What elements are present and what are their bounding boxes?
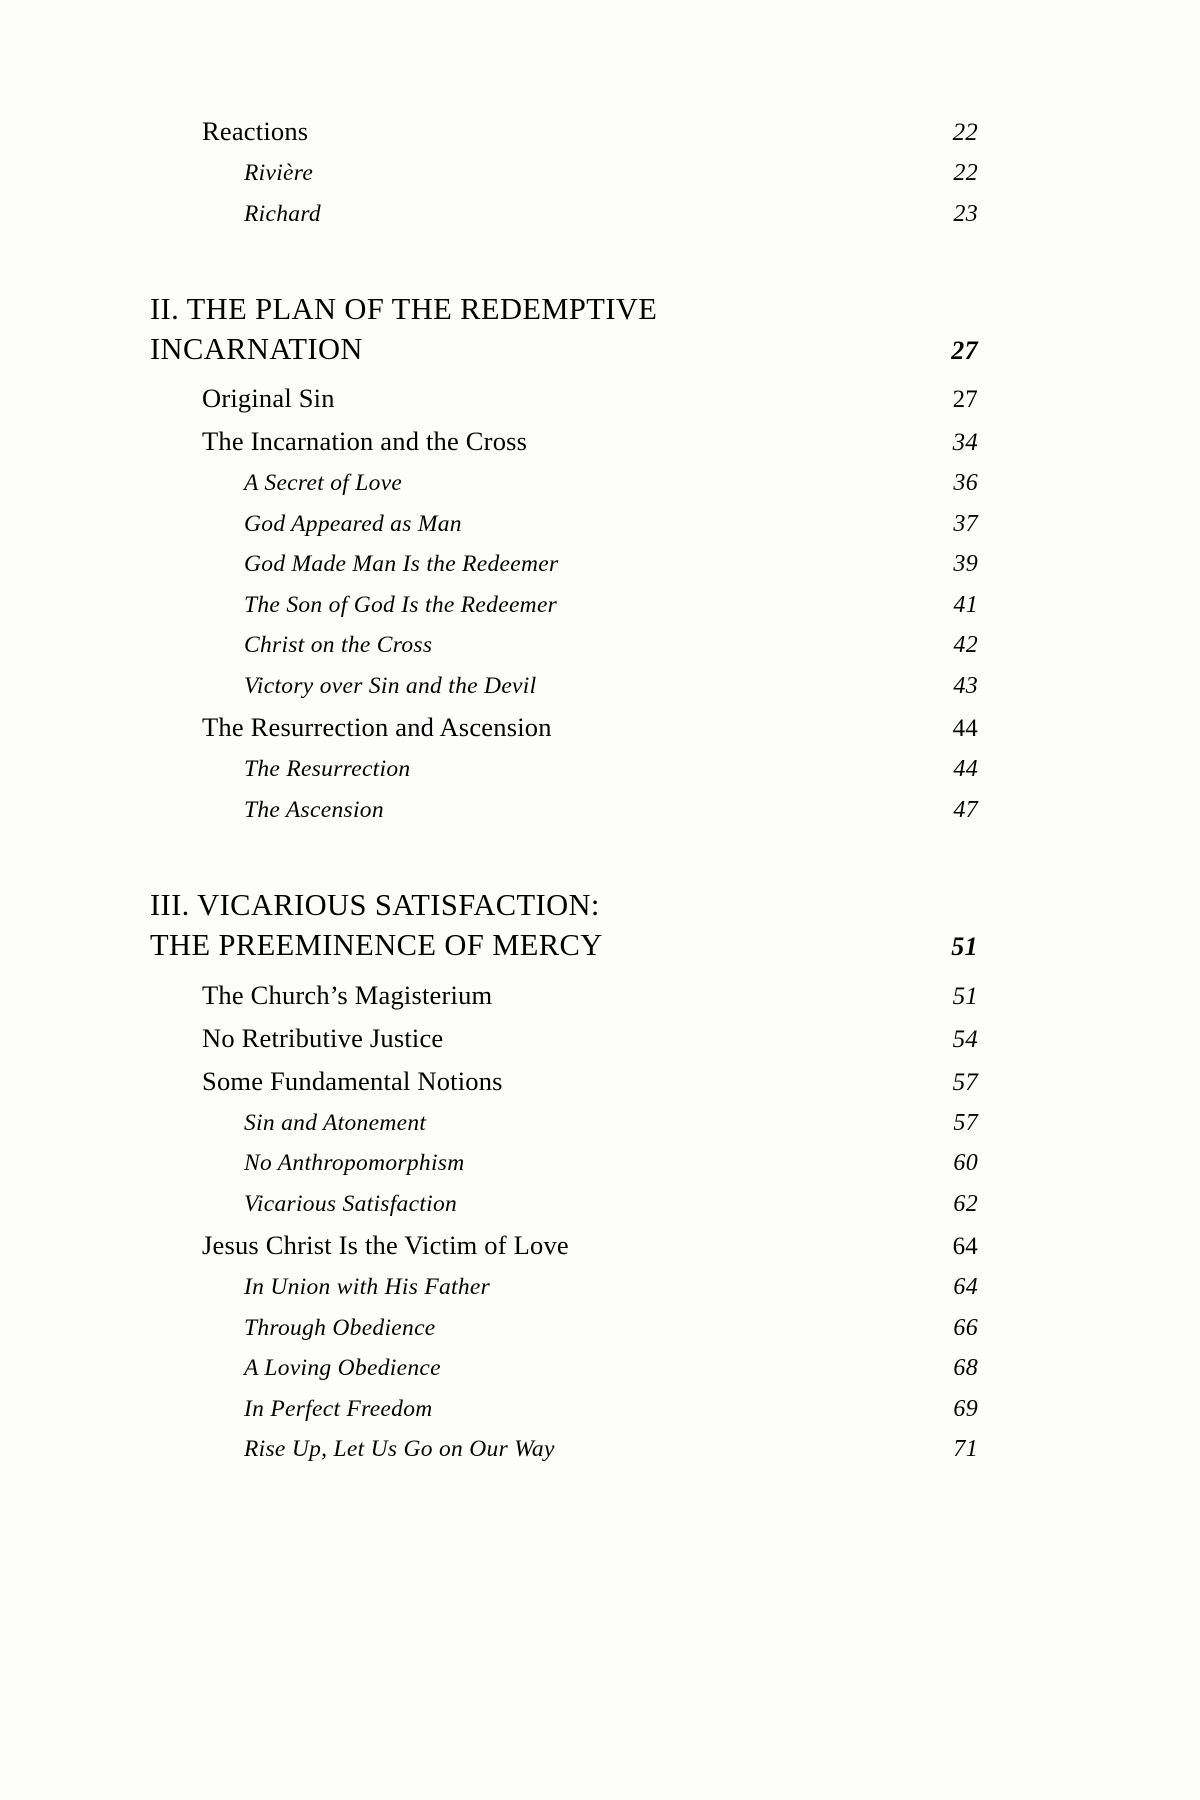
toc-entry-label: No Retributive Justice xyxy=(202,1022,444,1053)
toc-entry-page-number: 71 xyxy=(953,1436,978,1463)
toc-entry-page-number: 22 xyxy=(952,119,978,146)
toc-entry-page-number: 23 xyxy=(953,200,978,227)
toc-part-page-number: 27 xyxy=(951,335,978,365)
toc-entry-level-3[interactable] xyxy=(150,161,978,186)
toc-entry-level-3[interactable] xyxy=(150,1151,978,1176)
toc-part[interactable] xyxy=(150,290,978,822)
toc-entry-page-number: 47 xyxy=(953,796,978,823)
toc-entry-label: Rise Up, Let Us Go on Our Way xyxy=(244,1436,555,1463)
toc-part-heading-text: III. VICARIOUS SATISFACTION: xyxy=(150,888,600,923)
toc-entry-label: In Union with His Father xyxy=(244,1274,491,1301)
toc-entry-page-number: 44 xyxy=(952,715,978,743)
toc-entry-level-3[interactable] xyxy=(150,1192,978,1217)
toc-entry-label: Original Sin xyxy=(202,383,335,414)
toc-part[interactable] xyxy=(150,886,978,1461)
toc-entry-page-number: 57 xyxy=(952,1068,978,1096)
toc-entry-label: Sin and Atonement xyxy=(244,1109,427,1136)
toc-part-heading-line xyxy=(150,926,978,966)
toc-entry-level-2[interactable] xyxy=(150,1232,978,1259)
toc-entry-label: Jesus Christ Is the Victim of Love xyxy=(202,1230,569,1261)
toc-entry-label: A Loving Obedience xyxy=(244,1355,441,1382)
toc-entry-page-number: 57 xyxy=(953,1109,978,1136)
toc-part-entries xyxy=(150,385,978,822)
toc-entry-level-3[interactable] xyxy=(150,798,978,823)
toc-entry-label: Vicarious Satisfaction xyxy=(244,1190,458,1217)
toc-entry-level-3[interactable] xyxy=(150,757,978,782)
toc-entry-level-3[interactable] xyxy=(150,633,978,658)
toc-part-heading-text: INCARNATION xyxy=(150,331,363,366)
toc-part-heading-line xyxy=(150,886,978,926)
toc-entry-page-number: 34 xyxy=(952,429,978,457)
toc-part-heading-line xyxy=(150,330,978,370)
toc-entry-label: God Appeared as Man xyxy=(244,510,462,537)
toc-entry-label: The Ascension xyxy=(244,796,384,823)
toc-entry-label: Richard xyxy=(244,200,321,227)
toc-entry-label: A Secret of Love xyxy=(244,470,403,497)
toc-entry-level-2[interactable] xyxy=(150,714,978,741)
toc-part-heading-text: II. THE PLAN OF THE REDEMPTIVE xyxy=(150,292,658,326)
toc-entry-label: Through Obedience xyxy=(244,1314,436,1341)
toc-entry-level-2[interactable] xyxy=(150,428,978,455)
toc-part-heading xyxy=(150,886,978,965)
toc-entry-level-3[interactable] xyxy=(150,1275,978,1300)
toc-entry-label: The Resurrection xyxy=(244,756,411,783)
toc-entry-label: Reactions xyxy=(202,116,309,146)
toc-entry-level-3[interactable] xyxy=(150,552,978,577)
toc-entry-page-number: 42 xyxy=(953,632,978,659)
toc-entry-label: Rivière xyxy=(244,160,314,186)
toc-entry-page-number: 27 xyxy=(952,386,978,414)
toc-entry-label: The Resurrection and Ascension xyxy=(202,712,552,743)
toc-entry-page-number: 60 xyxy=(953,1150,978,1177)
toc-entry-label: God Made Man Is the Redeemer xyxy=(244,551,559,578)
toc-entry-level-3[interactable] xyxy=(150,471,978,496)
toc-part-page-number: 51 xyxy=(951,931,978,961)
toc-entry-label: The Incarnation and the Cross xyxy=(202,426,528,457)
toc-entry-label: The Church’s Magisterium xyxy=(202,979,493,1010)
toc-entry-page-number: 37 xyxy=(953,510,978,537)
toc-entry-level-3[interactable] xyxy=(150,512,978,537)
toc-entry-label: In Perfect Freedom xyxy=(244,1395,433,1422)
toc-entry-page-number: 69 xyxy=(953,1395,978,1422)
toc-part-heading xyxy=(150,290,978,369)
toc-entry-level-2[interactable] xyxy=(150,1065,978,1096)
toc-entry-level-3[interactable] xyxy=(150,593,978,618)
toc-entry-level-3[interactable] xyxy=(150,674,978,699)
toc-entry-level-2[interactable] xyxy=(150,118,978,145)
toc-entry-page-number: 51 xyxy=(952,982,978,1010)
toc-entry-page-number: 44 xyxy=(953,756,978,783)
toc-list xyxy=(150,118,978,1462)
toc-entry-label: The Son of God Is the Redeemer xyxy=(244,591,558,618)
toc-entry-page-number: 64 xyxy=(952,1233,978,1261)
toc-entry-label: No Anthropomorphism xyxy=(244,1150,465,1177)
toc-entry-level-3[interactable] xyxy=(150,1111,978,1136)
toc-entry-level-2[interactable] xyxy=(150,385,978,412)
toc-entry-page-number: 64 xyxy=(953,1274,978,1301)
toc-entry-level-3[interactable] xyxy=(150,1437,978,1462)
toc-entry-level-3[interactable] xyxy=(150,1356,978,1381)
toc-entry-page-number: 41 xyxy=(953,591,978,618)
toc-entry-level-3[interactable] xyxy=(150,1397,978,1422)
toc-entry-page-number: 54 xyxy=(952,1025,978,1053)
toc-entry-label: Christ on the Cross xyxy=(244,632,433,659)
toc-entry-level-3[interactable] xyxy=(150,202,978,227)
toc-part-heading-text: THE PREEMINENCE OF MERCY xyxy=(150,927,603,962)
toc-entry-page-number: 68 xyxy=(953,1355,978,1382)
toc-entry-page-number: 62 xyxy=(953,1190,978,1217)
toc-parts-container xyxy=(150,290,978,1462)
toc-part-heading-line xyxy=(150,290,978,330)
toc-entry-page-number: 43 xyxy=(953,672,978,699)
toc-entry-page-number: 36 xyxy=(953,470,978,497)
toc-entry-label: Victory over Sin and the Devil xyxy=(244,672,537,699)
toc-entry-level-3[interactable] xyxy=(150,1316,978,1341)
toc-entry-label: Some Fundamental Notions xyxy=(202,1065,503,1096)
toc-entry-level-2[interactable] xyxy=(150,979,978,1010)
toc-entry-page-number: 66 xyxy=(953,1314,978,1341)
toc-part-entries xyxy=(150,979,978,1463)
toc-intro-group xyxy=(150,118,978,226)
toc-entry-page-number: 22 xyxy=(953,160,978,186)
toc-entry-level-2[interactable] xyxy=(150,1022,978,1053)
toc-entry-page-number: 39 xyxy=(953,551,978,578)
